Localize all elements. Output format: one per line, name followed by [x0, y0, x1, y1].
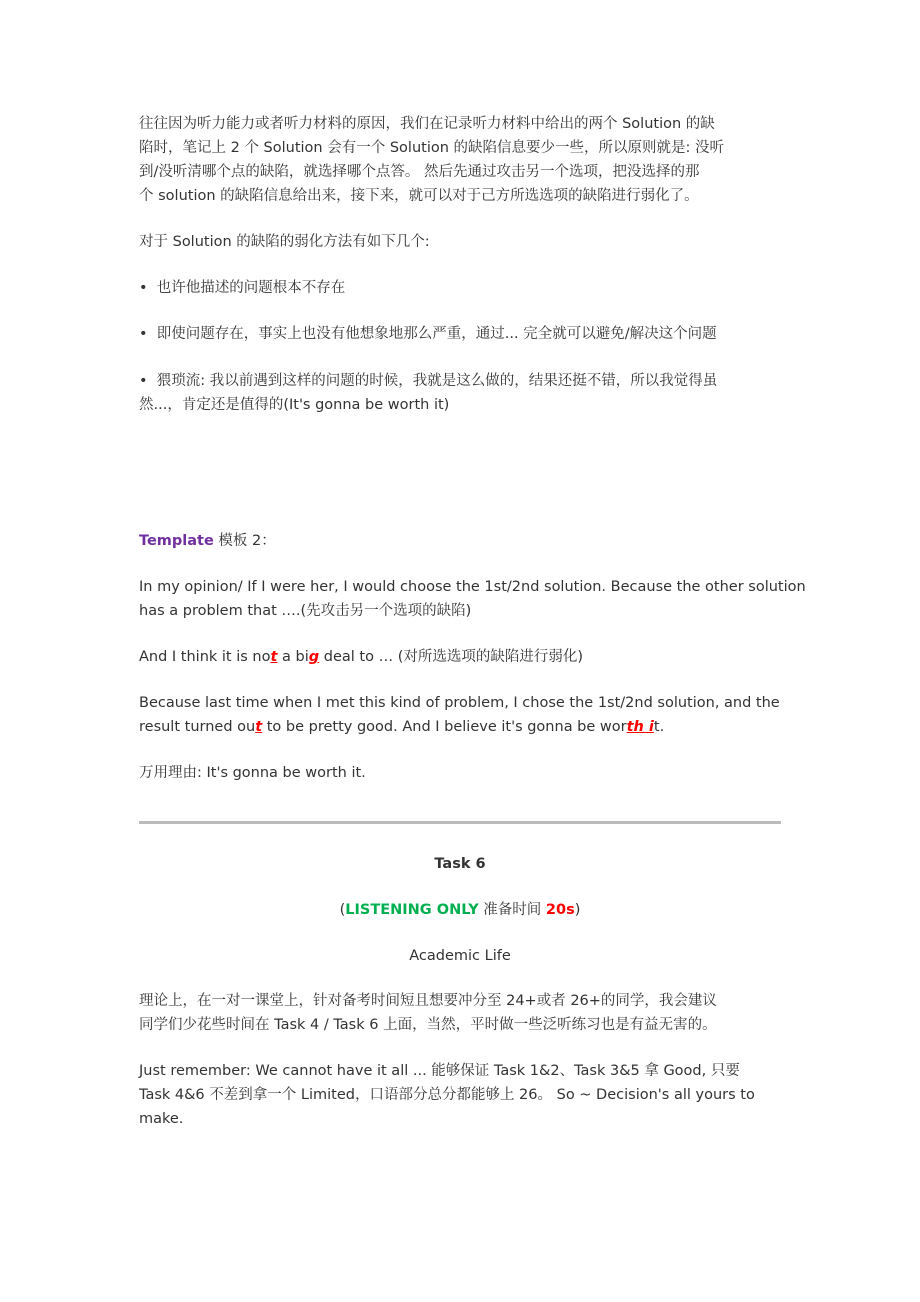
universal-reason: 万用理由: It's gonna be worth it.	[139, 765, 366, 781]
task6-topic: Academic Life	[409, 948, 511, 964]
task6-p2-line-1: Just remember: We cannot have it all ... 能够保证 Task 1&2、Task 3&5 拿 Good, 只要	[139, 1063, 740, 1079]
task6-title: Task 6	[434, 856, 486, 872]
bullet-text: 也许他描述的问题根本不存在	[156, 280, 346, 296]
emphasis-letter: t	[270, 649, 278, 665]
template-p1-line-1: In my opinion/ If I were her, I would choose the 1st/2nd solution. Because the other solution	[139, 579, 806, 595]
weaken-intro: 对于 Solution 的缺陷的弱化方法有如下几个:	[139, 234, 430, 250]
emphasis-letters: th i	[626, 719, 654, 735]
text-run: result turned ou	[139, 719, 256, 735]
bullet-item-2	[139, 322, 781, 346]
task6-p1-line-1: 理论上，在一对一课堂上，针对备考时间短且想要冲分至 24+或者 26+的同学，我会建议	[139, 993, 717, 1009]
text-run: to be pretty good. And I believe it's gonna be wor	[262, 719, 627, 735]
listening-only-label: LISTENING ONLY	[345, 902, 479, 918]
task6-p2-line-2: Task 4&6 不差到拿一个 Limited，口语部分总分都能够上 26。 So ~ Decision's all yours to	[139, 1087, 755, 1103]
bullet-marker: •	[139, 326, 148, 342]
text-run: t.	[653, 719, 665, 735]
template-label: Template	[139, 533, 214, 549]
bullet-item-3-line-2: 然...，肯定还是值得的(It's gonna be worth it)	[139, 397, 450, 413]
paren: )	[574, 902, 581, 918]
bullet-text-line-1: 猥琐流: 我以前遇到这样的问题的时候，我就是这么做的，结果还挺不错，所以我觉得虽	[156, 373, 718, 389]
intro-line-1: 往往因为听力能力或者听力材料的原因，我们在记录听力材料中给出的两个 Solution 的缺	[139, 116, 715, 132]
template-p2	[139, 645, 781, 669]
bullet-marker: •	[139, 280, 148, 296]
intro-line-2: 陷时，笔记上 2 个 Solution 会有一个 Solution 的缺陷信息要少一些，所以原则就是: 没听	[139, 140, 725, 156]
bullet-marker: •	[139, 373, 148, 389]
text-run: deal to … (对所选选项的缺陷进行弱化)	[319, 649, 584, 665]
task6-p2-line-3: make.	[139, 1111, 184, 1127]
template-p3-line-2	[139, 715, 781, 739]
emphasis-letter: t	[255, 719, 263, 735]
task6-p1-line-2: 同学们少花些时间在 Task 4 / Task 6 上面，当然，平时做一些泛听练习也是有益无害的。	[139, 1017, 717, 1033]
text-run: a bi	[277, 649, 309, 665]
prep-label: 准备时间	[478, 902, 546, 918]
bullet-item-3	[139, 369, 781, 393]
intro-line-4: 个 solution 的缺陷信息给出来，接下来，就可以对于己方所选选项的缺陷进行弱化了。	[139, 188, 699, 204]
paren: (	[339, 902, 346, 918]
text-run: And I think it is no	[139, 649, 271, 665]
section-divider	[139, 821, 781, 824]
template-p3-line-1: Because last time when I met this kind of problem, I chose the 1st/2nd solution, and the	[139, 695, 780, 711]
task6-subtitle	[139, 898, 781, 922]
bullet-text: 即使问题存在，事实上也没有他想象地那么严重，通过... 完全就可以避免/解决这个问题	[156, 326, 717, 342]
prep-time: 20s	[545, 902, 575, 918]
emphasis-letter: g	[308, 649, 320, 665]
template-heading	[139, 529, 781, 553]
bullet-item-1	[139, 276, 781, 300]
template-title: 模板 2：	[213, 533, 276, 549]
intro-line-3: 到/没听清哪个点的缺陷，就选择哪个点答。 然后先通过攻击另一个选项，把没选择的那	[139, 164, 700, 180]
template-p1-line-2: has a problem that ….(先攻击另一个选项的缺陷)	[139, 603, 472, 619]
